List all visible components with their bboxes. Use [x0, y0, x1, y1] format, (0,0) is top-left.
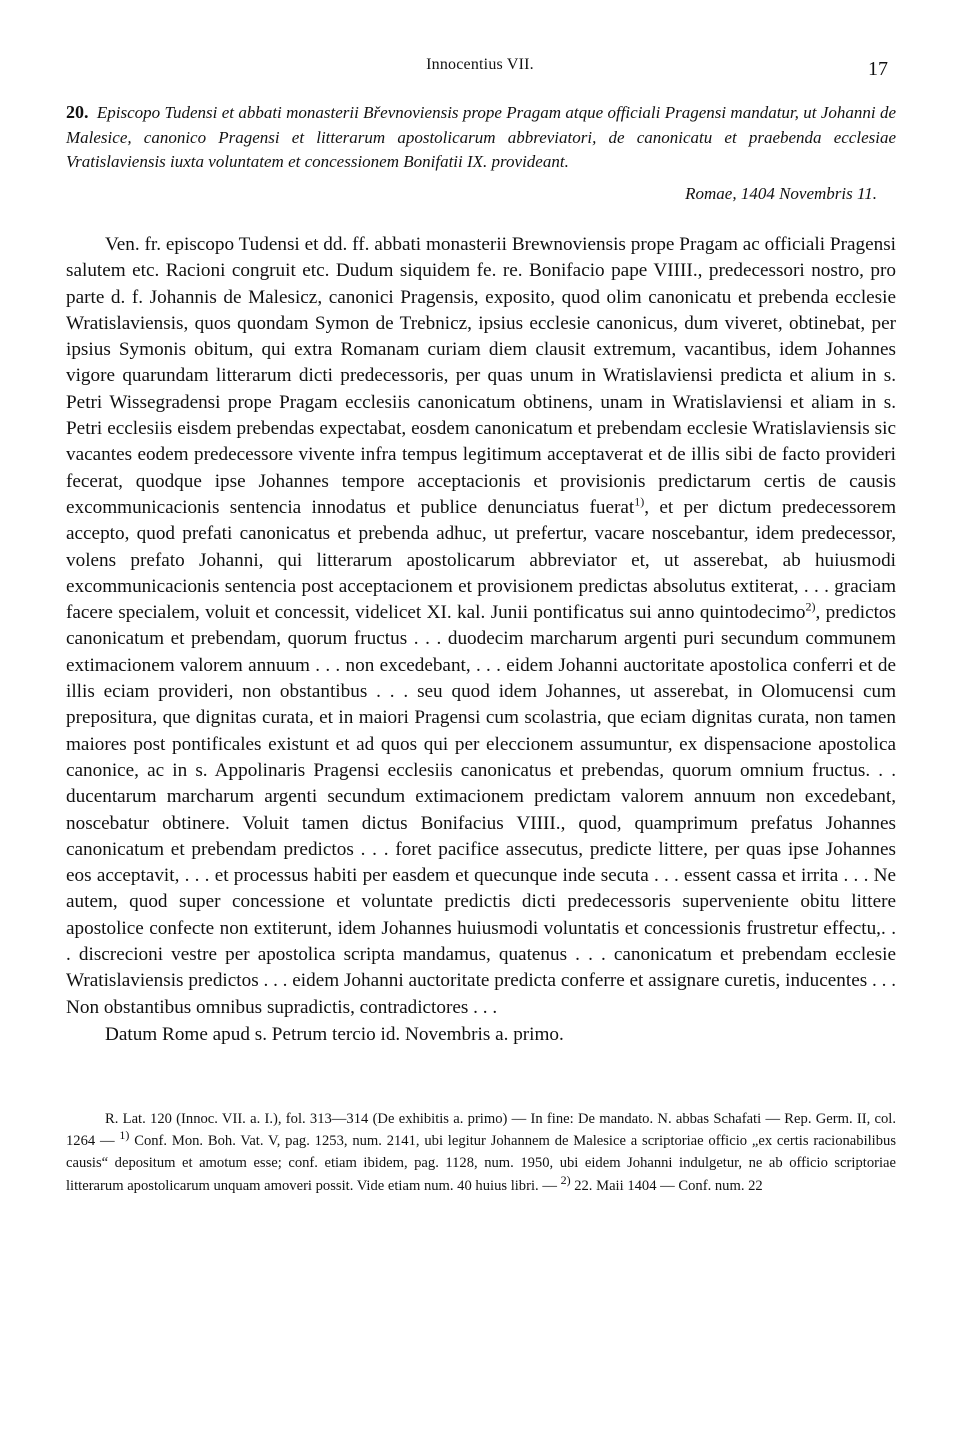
body-text-part-1: Ven. fr. episcopo Tudensi et dd. ff. abbati monasterii Brewnoviensis prope Pragam ac officiali Pragensi salutem etc. Racioni congruit etc. Dudum siquidem fe. re. Bonifacio pape VIIII., predecessori nostro, pro parte d. f. Johannis de Malesicz, canonici Pragensis, exposito, quod olim canonicatu et prebenda ecclesie Wratislaviensis, quos quondam Symon de Trebnicz, ipsius ecclesie canonicus, dum viveret, obtinebat, per ipsius Symonis obitum, qui extra Romanam curiam diem clausit extremum, vacantibus, idem Johannes vigore quarundam litterarum dicti predecessoris, per quas unum in Wratislaviensi predicta et alium in s. Petri Wissegradensi prope Pragam ecclesiis canonicatum obtinens, unam in Wratislaviensi et aliam in s. Petri ecclesiis eisdem prebendas expectabat, eosdem canonicatum et prebendam ecclesie Wratislaviensis sic vacantes eodem predecessore vivente infra tempus legitimum acceptaverat et de illis sibi de facto provideri fecerat, quodque ipse Johannes tempore acceptacionis et provisionis predictarum certis de causis excommunicacionis sentencia innodatus et publice denunciatus fuerat — [66, 234, 896, 518]
footnote-ref-2: 2) — [805, 599, 816, 614]
date-line: Romae, 1404 Novembris 11. — [685, 184, 877, 203]
page-number: 17 — [868, 58, 888, 80]
footnote-text-part-2: Conf. Mon. Boh. Vat. V, pag. 1253, num. 2141, ubi legitur Johannem de Malesice a scriptoriae officio „ex certis racionabilibus causis“ depositum et amotum esse; conf. etiam ibidem, pag. 1128, num. 1950, ubi eidem Johanni indulgetur, ne ab officio scriptoriae litterarum apostolicarum unquam amoveri possit. Vide etiam num. 40 huius libri. — — [66, 1133, 897, 1194]
document-body — [66, 232, 896, 1048]
running-head: Innocentius VII. — [426, 56, 534, 73]
footnote-paragraph — [66, 1108, 896, 1197]
footnote-text-part-1: R. Lat. 120 (Innoc. VII. a. I.), fol. 313—314 (De exhibitis a. primo) — In fine: De mandato. N. abbas Schafati — Rep. Germ. II, col. 1264 — — [66, 1111, 896, 1150]
body-paragraph — [66, 232, 896, 1021]
document-number: 20. — [66, 102, 89, 122]
footnote-text-part-3: 22. Maii 1404 — Conf. num. 22 — [570, 1177, 763, 1194]
footnote-marker-1: 1) — [119, 1128, 130, 1143]
regest-text: Episcopo Tudensi et abbati monasterii Břevnoviensis prope Pragam atque officiali Pragensi mandatur, ut Johanni de Malesice, canonico Pragensi et litterarum apostolicarum abbreviatori, de canonicatu et praebenda ecclesiae Vratislaviensis iuxta voluntatem et concessionem Bonifatii IX. provideant. — [66, 103, 896, 171]
footnote-ref-1: 1) — [634, 494, 645, 509]
footnote-marker-2: 2) — [560, 1172, 571, 1187]
footnotes — [66, 1108, 896, 1197]
body-text-part-2: , et per dictum predecessorem accepto, quod prefati canonicatus et prebenda adhuc, ut prefertur, vacare noscebantur, idem predecessor, volens prefato Johanni, qui litterarum apostolicarum abbreviator et, ut asserebat, ab huiusmodi excommunicacionis sentencia post acceptacionem et provisionem predictas absolutus extiterat, . . . graciam facere specialem, voluit et concessit, videlicet XI. kal. Junii pontificatus sui anno quintodecimo — [66, 496, 897, 624]
datum-line: Datum Rome apud s. Petrum tercio id. Novembris a. primo. — [105, 1023, 564, 1045]
body-text-part-3: , predictos canonicatum et prebendam, quorum fructus . . . duodecim marcharum argenti puri secundum communem extimacionem valorem annuum . . . non excedebant, . . . eidem Johanni auctoritate apostolica conferri et de illis eciam provideri, non obstantibus . . . seu quod idem Johannes, ut asserebat, in Olomucensi cum prepositura, que dignitas curata, et in maiori Pragensi cum scolastria, que eciam dignitas curata, non tamen maiores post pontificales existunt et ad quos qui per eleccionem assumuntur, ex dispensacione apostolica canonice, ac in s. Appolinaris Pragensi ecclesiis canonicatus et prebendas, quorum omnium fructus. . . ducentarum marcharum argenti secundum extimacionem predictam valorem annuum non excedebant, noscebatur obtinere. Voluit tamen dictus Bonifacius VIIII., quod, quamprimum prefatus Johannes canonicatum et prebendam predictos . . . foret pacifice assecutus, predicte littere, per quas ipse Johannes eos acceptavit, . . . et processus habiti per easdem et quecunque inde secuta . . . essent cassa et irrita . . . Ne autem, quod super concessione et voluntate predictis dicti predecessoris superveniente obitu littere apostolice confecte non extiterunt, idem Johannes huiusmodi voluntatis et concessionis frustretur effectu,. . . discrecioni vestre per apostolica scripta mandamus, quatenus . . . canonicatum et prebendam ecclesie Wratislaviensis predictos . . . eidem Johanni auctoritate predicta conferre et assignare curetis, inducentes . . . Non obstantibus omnibus supradictis, contradictores . . . — [66, 602, 896, 1018]
document-regest — [66, 100, 896, 175]
